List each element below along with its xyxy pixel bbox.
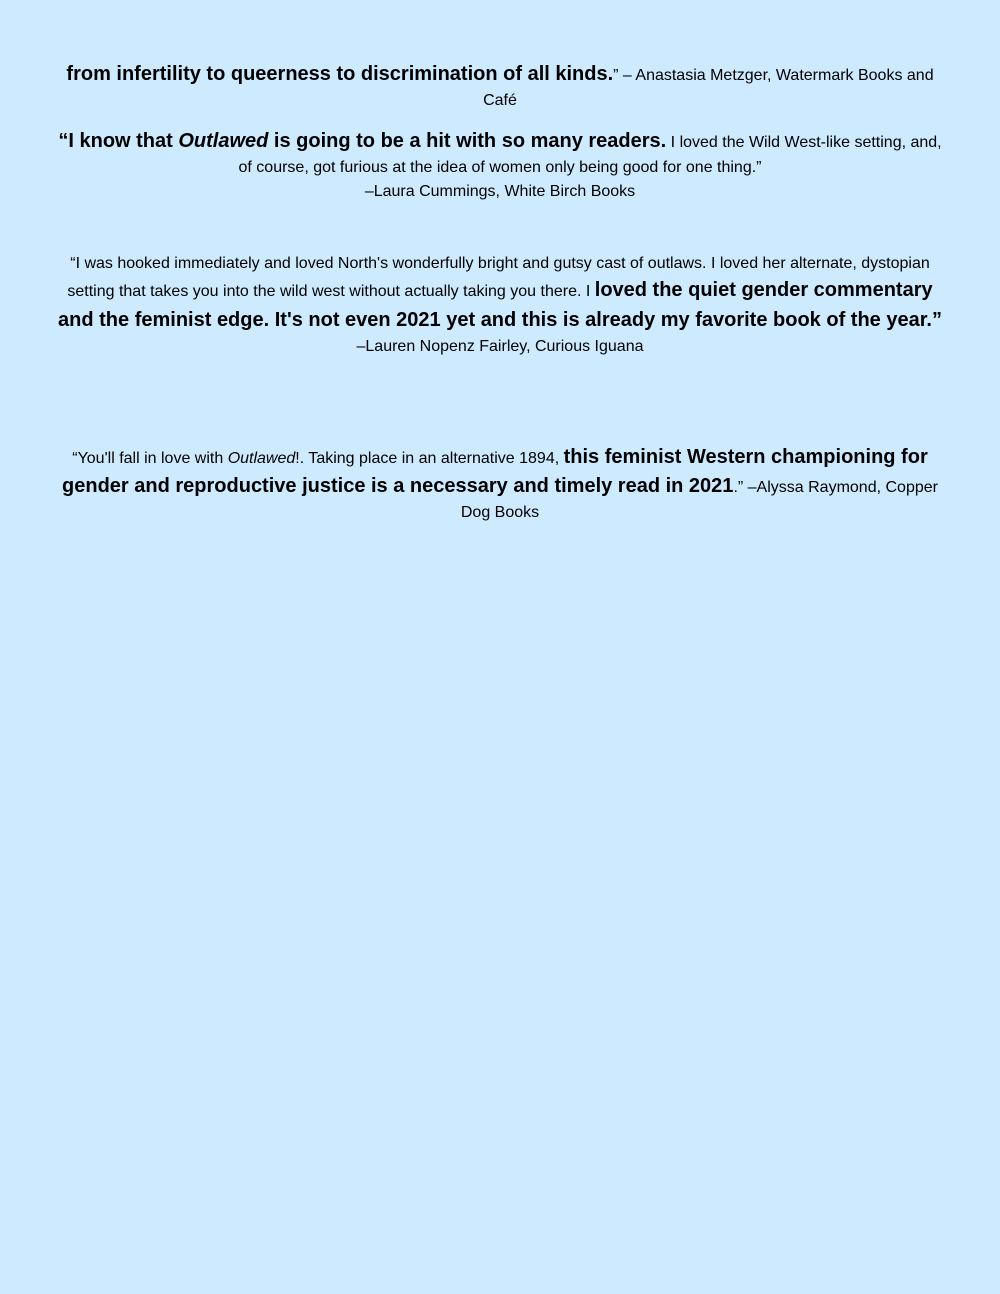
- book-title: Outlawed: [178, 130, 269, 152]
- quote-emphasis: loved the quiet gender commentary and the feminist edge. It's not even 2021 yet and this is already my favorite book of the year.”: [58, 279, 942, 331]
- quote-attribution: –Lauren Nopenz Fairley, Curious Iguana: [356, 338, 644, 355]
- quote-body-mid: !. Taking place in an alternative 1894,: [295, 450, 564, 467]
- quote-emphasis-close: is going to be a hit with so many readers.: [268, 130, 667, 152]
- quote-emphasis: from infertility to queerness to discrimination of all kinds.: [66, 63, 614, 85]
- quote-watermark-books: [58, 60, 942, 113]
- quote-emphasis-open: “I know that: [58, 130, 179, 152]
- quote-attribution: .” –Alyssa Raymond, Copper Dog Books: [460, 479, 938, 521]
- book-title: Outlawed: [227, 450, 296, 467]
- quote-copper-dog-books: [58, 443, 942, 525]
- quote-emphasis: this feminist Western championing for gender and reproductive justice is a necessary and timely read in 2021: [62, 446, 928, 497]
- quote-curious-iguana: [58, 252, 942, 359]
- quote-body: “I was hooked immediately and loved North's wonderfully bright and gutsy cast of outlaws. I loved her alternate, dystopian setting that takes you into the wild west without actually taking you there. I: [67, 255, 930, 300]
- quote-body-open: “You'll fall in love with: [72, 450, 228, 467]
- quote-attribution: –Laura Cummings, White Birch Books: [364, 183, 636, 200]
- quote-body: I loved the Wild West-like setting, and, of course, got furious at the idea of women only being good for one thing.”: [238, 134, 942, 176]
- quote-attribution: ” – Anastasia Metzger, Watermark Books and Café: [483, 67, 934, 109]
- quote-white-birch-books: [58, 127, 942, 204]
